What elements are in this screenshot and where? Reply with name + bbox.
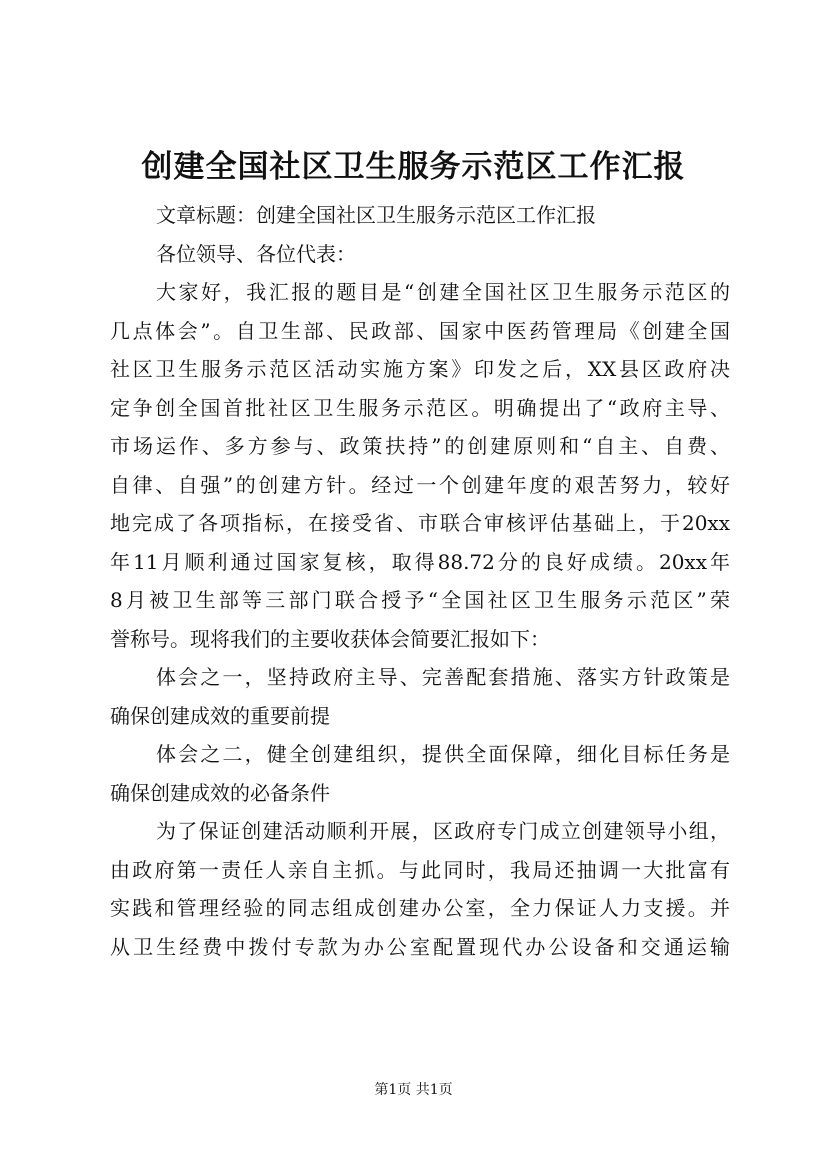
body-line: 从卫生经费中拨付专款为办公室配置现代办公设备和交通运输 [110,934,730,959]
body-line: 市场运作、多方参与、政策扶持”的创建原则和“自主、自费、 [110,434,730,458]
salutation-line: 各位领导、各位代表： [156,241,356,266]
body-line: 几点体会”。自卫生部、民政部、国家中医药管理局《创建全国 [110,318,730,343]
document-title: 创建全国社区卫生服务示范区工作汇报 [141,149,686,185]
article-title-line: 文章标题：创建全国社区卫生服务示范区工作汇报 [156,203,596,227]
heading-two-line: 体会之二，健全创建组织，提供全面保障，细化目标任务是 [156,742,730,766]
body-line: 定争创全国首批社区卫生服务示范区。明确提出了“政府主导、 [110,395,730,420]
body-line: 由政府第一责任人亲自主抓。与此同时，我局还抽调一大批富有 [110,857,730,882]
heading-one-line: 确保创建成效的重要前提 [110,703,330,728]
heading-one-line: 体会之一，坚持政府主导、完善配套措施、落实方针政策是 [156,665,730,689]
body-line: 实践和管理经验的同志组成创建办公室，全力保证人力支援。并 [110,896,730,920]
body-line: 社区卫生服务示范区活动实施方案》印发之后，XX县区政府决 [110,357,730,381]
body-line: 地完成了各项指标，在接受省、市联合审核评估基础上，于20xx [110,511,730,535]
body-line: 誉称号。现将我们的主要收获体会简要汇报如下： [110,626,550,651]
document-body [110,196,730,966]
body-line: 为了保证创建活动顺利开展，区政府专门成立创建领导小组， [156,819,730,843]
heading-two-line: 确保创建成效的必备条件 [110,780,330,805]
body-line: 8月被卫生部等三部门联合授予“全国社区卫生服务示范区”荣 [110,588,730,612]
body-line: 大家好，我汇报的题目是“创建全国社区卫生服务示范区的 [156,280,730,304]
body-line: 自律、自强”的创建方针。经过一个创建年度的艰苦努力，较好 [110,472,730,497]
body-line: 年11月顺利通过国家复核，取得88.72分的良好成绩。20xx年 [110,549,730,574]
page-footer: 第1页 共1页 [374,1082,453,1098]
